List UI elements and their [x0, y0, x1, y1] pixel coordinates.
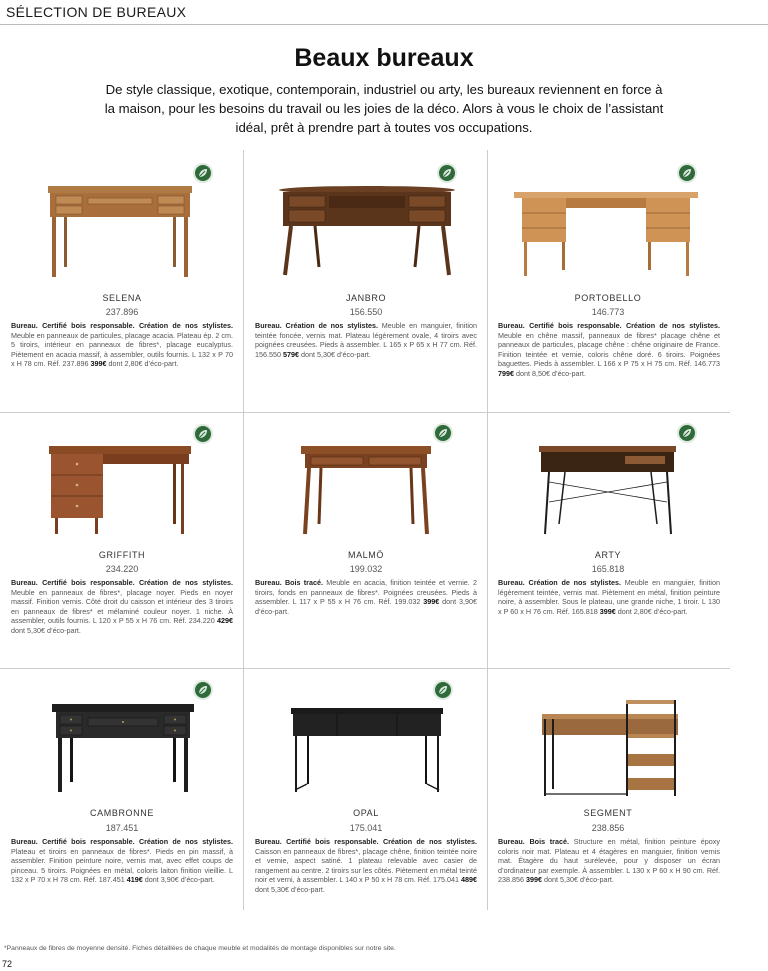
page-number: 72	[2, 959, 13, 969]
product-price: 399€	[599, 606, 616, 616]
product-name: SELENA	[102, 293, 142, 303]
product-name: CAMBRONNE	[90, 808, 154, 818]
product-ref: 156.550	[349, 307, 383, 317]
product-text: Meuble en chêne massif, panneaux de fibres* placage chêne et panneaux de particules, placage chêne : chêne originaire de France. Finition teintée et vernie, coloris chêne doré. 6 tiroirs. Poignées baguettes. Pieds à assembler. L 166 x P 75 x H 75 cm. Réf. 146.773	[498, 330, 720, 369]
product-price: 489€	[461, 875, 477, 885]
row-divider	[0, 668, 730, 669]
product-ref: 199.032	[349, 564, 383, 574]
product-lead: Bureau. Certifié bois responsable. Création de nos stylistes.	[255, 837, 477, 846]
desk-image-cambronne	[48, 700, 198, 795]
desk-image-selena	[40, 180, 200, 280]
product-description	[255, 837, 477, 895]
product-description	[255, 578, 477, 616]
eco-leaf-icon	[433, 680, 453, 700]
product-price: 399€	[90, 359, 107, 369]
product-text: Meuble en manguier, finition légèrement teintée, vernis mat. Piètement en métal, finition peinture noire, à assembler. Sous le plateau, une grande niche, 1 tiroir. L 130 x P 60 x H 76 cm. Réf. 165.818	[498, 578, 720, 616]
eco-leaf-icon	[677, 163, 697, 183]
product-text: Caisson en panneaux de fibres*, placage chêne, finition teintée noire et vernie, aspect satiné. 1 plateau relevable avec casier de rangement au centre. 2 tiroirs sur les côtés. Piètement en métal teinté noir et verni, à assembler. L 140 x P 50 x H 78 cm. Réf. 175.041	[255, 846, 477, 885]
desk-image-segment	[540, 698, 680, 798]
product-description	[11, 578, 233, 636]
product-lead: Bureau. Certifié bois responsable. Création de nos stylistes.	[498, 321, 720, 330]
product-description	[255, 321, 477, 359]
product-eco-part: dont 2,80€ d’éco-part.	[108, 359, 179, 369]
product-lead: Bureau. Certifié bois responsable. Création de nos stylistes.	[11, 837, 233, 846]
product-ref: 175.041	[349, 823, 383, 833]
product-ref: 237.896	[105, 307, 139, 317]
desk-image-malmo	[297, 442, 435, 537]
intro-paragraph: De style classique, exotique, contemporain, industriel ou arty, les bureaux reviennent en force à la maison, pour les besoins du travail ou les joies de la déco. Alors à vous le choix de l’assistant idéal, prêt à prendre part à toutes vos occupations.	[104, 82, 664, 135]
product-eco-part: dont 5,30€ d’éco-part.	[543, 875, 614, 885]
product-price: 419€	[126, 875, 143, 885]
product-eco-part: dont 5,30€ d’éco-part.	[11, 625, 81, 635]
product-price: 799€	[498, 368, 514, 378]
product-lead: Bureau. Création de nos stylistes.	[498, 578, 621, 587]
product-text: Meuble en acacia, finition teintée et vernie. 2 tiroirs, fonds en panneaux de fibres*. Poignées creusées. Pieds à assembler. L 117 x P 55 x H 76 cm. Réf. 199.032	[255, 578, 478, 607]
product-description	[498, 321, 720, 379]
product-price: 399€	[423, 597, 440, 607]
product-price: 579€	[282, 349, 299, 359]
product-name: PORTOBELLO	[574, 293, 642, 303]
eco-leaf-icon	[677, 423, 697, 443]
product-price: 429€	[217, 616, 233, 626]
product-ref: 238.856	[591, 823, 625, 833]
product-text: Meuble en panneaux de particules, placage acacia. Plateau ép. 2 cm. 5 tiroirs, intérieur en panneaux de fibres*, placage eucalyptus. Piètement en acacia massif, à assembler, outils fournis. L 132 x P 70 x H 78 cm. Réf. 237.896	[11, 330, 233, 369]
product-ref: 146.773	[591, 307, 625, 317]
eco-leaf-icon	[193, 424, 213, 444]
product-lead: Bureau. Bois tracé.	[255, 578, 323, 587]
column-divider	[243, 150, 244, 910]
product-description	[11, 321, 233, 369]
page-title: Beaux bureaux	[294, 44, 474, 72]
product-lead: Bureau. Création de nos stylistes.	[255, 321, 378, 330]
desk-image-griffith	[45, 442, 195, 537]
product-eco-part: dont 5,30€ d’éco-part.	[255, 884, 325, 894]
product-ref: 165.818	[591, 564, 625, 574]
product-text: Meuble en panneaux de fibres*, placage noyer. Pieds en noyer massif. Finition vernis. Côté droit du caisson et intérieur des 3 tiroirs en panneaux de fibres* et mélaminé couleur noyer. 1 niche. À assembler, outils fournis. L 120 x P 55 x H 76 cm. Réf. 234.220	[11, 587, 233, 626]
product-ref: 234.220	[105, 564, 139, 574]
desk-image-arty	[535, 442, 680, 537]
product-name: ARTY	[594, 550, 622, 560]
section-title: SÉLECTION DE BUREAUX	[6, 4, 187, 20]
product-text: Plateau et tiroirs en panneaux de fibres*. Pieds en pin massif, à assembler. Finition peinture noire, vernis mat, avec effet coups de pinceau. 5 tiroirs. Poignées en métal, coloris laiton finition vieillie. L 132 x P 70 x H 78 cm. Réf. 187.451	[11, 846, 233, 885]
product-lead: Bureau. Bois tracé.	[498, 837, 569, 846]
product-eco-part: dont 8,50€ d’éco-part.	[516, 368, 586, 378]
product-lead: Bureau. Certifié bois responsable. Création de nos stylistes.	[11, 578, 233, 587]
row-divider	[0, 412, 730, 413]
eco-leaf-icon	[437, 163, 457, 183]
product-eco-part: dont 2,80€ d’éco-part.	[617, 606, 688, 616]
eco-leaf-icon	[433, 423, 453, 443]
desk-image-opal	[287, 704, 447, 794]
product-ref: 187.451	[105, 823, 139, 833]
product-text: Structure en métal, finition peinture époxy coloris noir mat. Plateau et 4 étagères en manguier, finition vernis mat. Étagère du haut surélevée, pour y disposer un écran d’ordinateur par exemple. À assembler. L 130 x P 60 x H 90 cm. Réf. 238.856	[498, 837, 720, 885]
product-description	[498, 837, 720, 885]
footnote: *Panneaux de fibres de moyenne densité. Fiches détaillées de chaque meuble et modalités de montage disponibles sur notre site.	[4, 945, 396, 952]
product-lead: Bureau. Certifié bois responsable. Création de nos stylistes.	[11, 321, 233, 330]
product-name: GRIFFITH	[98, 550, 146, 560]
product-name: MALMÖ	[347, 550, 384, 560]
column-divider	[487, 150, 488, 910]
product-name: SEGMENT	[583, 808, 633, 818]
eco-leaf-icon	[193, 680, 213, 700]
product-text: Meuble en manguier, finition teintée foncée, vernis mat. Plateau légèrement ovale, 4 tiroirs avec poignées creusées. Pieds à assembler. L 165 x P 65 x H 77 cm. Réf. 156.550	[255, 321, 477, 359]
desk-image-janbro	[275, 182, 460, 277]
product-price: 399€	[525, 875, 542, 885]
product-description	[498, 578, 720, 616]
product-description	[11, 837, 233, 885]
product-eco-part: dont 5,30€ d’éco-part.	[300, 349, 371, 359]
product-name: OPAL	[353, 808, 379, 818]
desk-image-portobello	[512, 188, 700, 278]
product-name: JANBRO	[345, 293, 387, 303]
header-divider	[0, 24, 768, 25]
product-eco-part: dont 3,90€ d’éco-part.	[144, 875, 215, 885]
product-eco-part: dont 3,90€ d’éco-part.	[255, 597, 478, 616]
